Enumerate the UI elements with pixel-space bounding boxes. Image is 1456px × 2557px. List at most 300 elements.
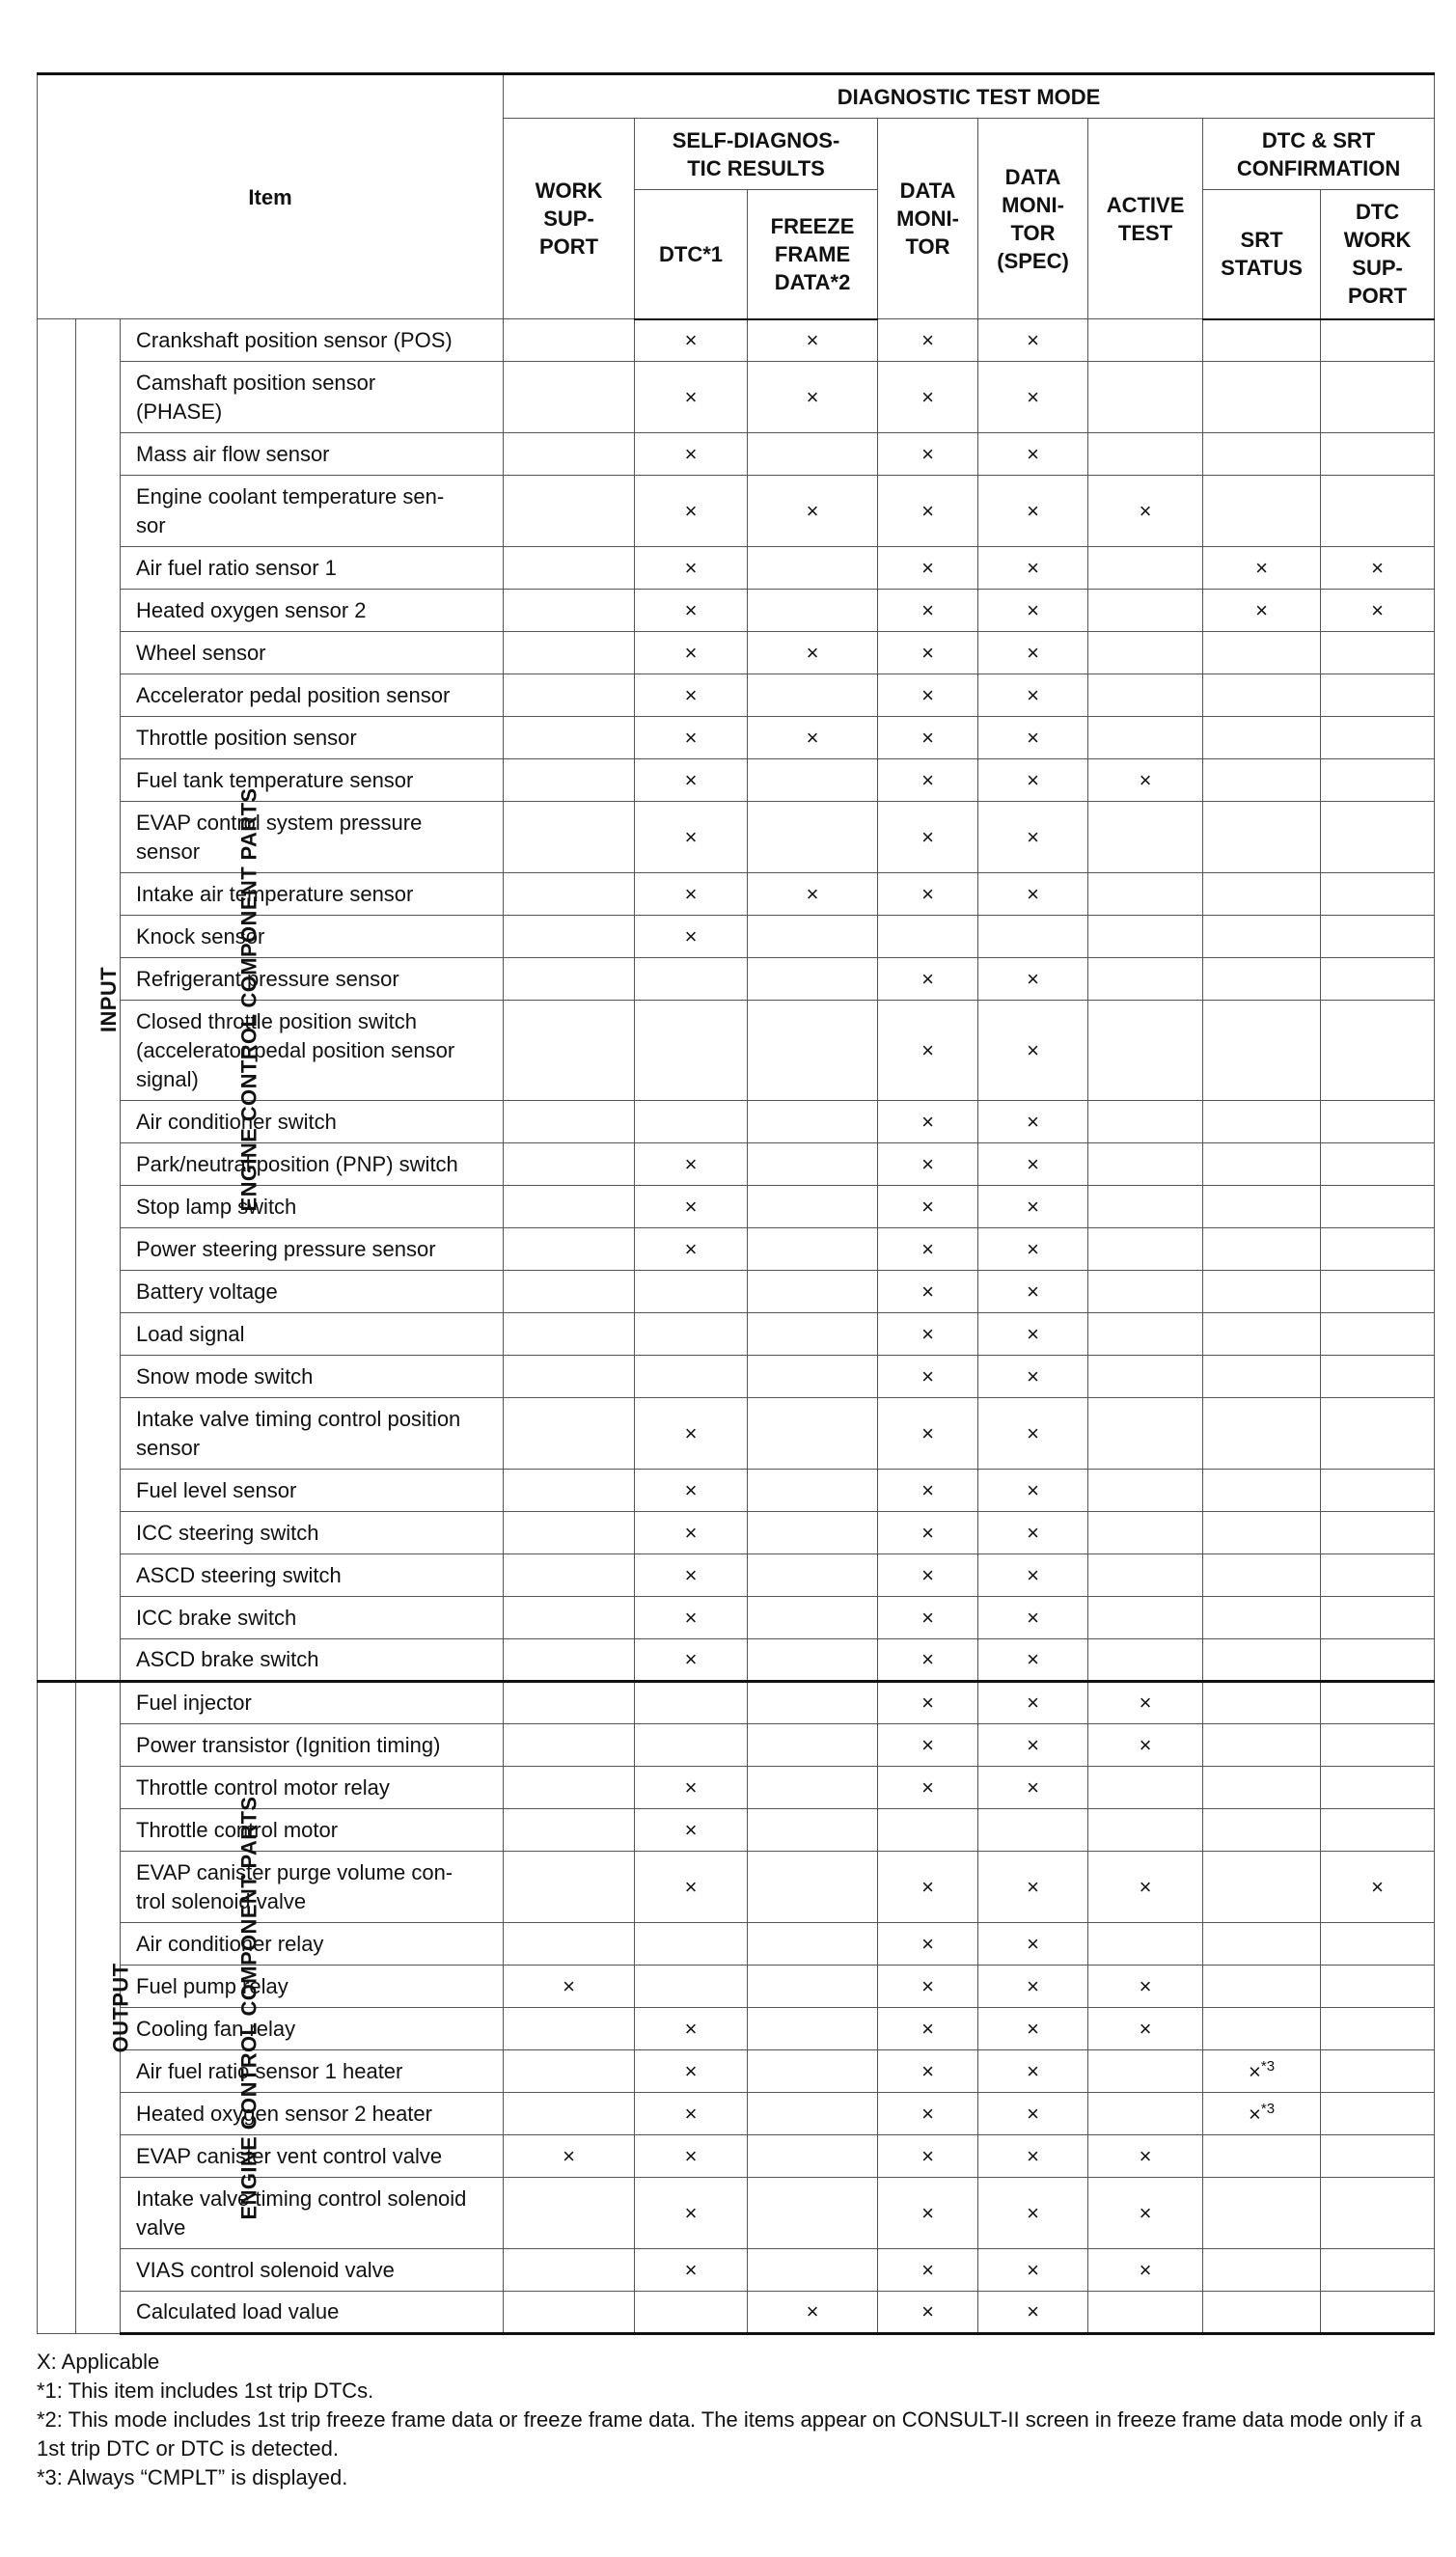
mode-cell: ×	[748, 2292, 878, 2334]
mode-cell: ×	[878, 1313, 978, 1356]
mode-cell: ×	[978, 1470, 1088, 1512]
mode-cell	[1088, 1639, 1203, 1682]
mode-cell: ×	[978, 1767, 1088, 1809]
item-cell: Mass air flow sensor	[121, 433, 504, 476]
mode-cell	[748, 1356, 878, 1398]
mode-cell	[748, 802, 878, 873]
mode-cell	[1088, 2050, 1203, 2093]
mode-cell: ×	[978, 1966, 1088, 2008]
mode-cell: ×	[978, 1313, 1088, 1356]
table-row	[38, 1313, 1435, 1356]
mode-cell	[1088, 1923, 1203, 1966]
mode-cell: ×	[635, 1639, 748, 1682]
mode-cell	[1321, 632, 1435, 674]
mode-cell: ×	[748, 362, 878, 433]
mode-cell	[504, 1356, 635, 1398]
mode-cell: ×	[878, 1597, 978, 1639]
mode-cell	[748, 1470, 878, 1512]
mode-cell	[748, 1767, 878, 1809]
mode-cell: ×	[878, 1271, 978, 1313]
mode-cell: ×	[878, 1682, 978, 1724]
mode-cell	[504, 2249, 635, 2292]
mode-cell	[1203, 1356, 1321, 1398]
mode-cell	[1321, 476, 1435, 547]
mode-cell: ×	[635, 916, 748, 958]
item-cell: Fuel level sensor	[121, 1470, 504, 1512]
mode-cell	[748, 674, 878, 717]
mode-cell: ×	[504, 2135, 635, 2178]
mode-cell: ×	[878, 1724, 978, 1767]
mode-cell	[504, 674, 635, 717]
mode-cell: ×	[978, 433, 1088, 476]
mode-cell	[1321, 1724, 1435, 1767]
mode-cell	[1203, 476, 1321, 547]
work-support-header: WORK SUP- PORT	[504, 119, 635, 319]
mode-cell	[635, 1966, 748, 2008]
mode-cell: ×	[878, 433, 978, 476]
table-row	[38, 433, 1435, 476]
mode-cell: ×	[878, 2178, 978, 2249]
mode-cell	[504, 547, 635, 590]
mode-cell: ×$^{*3}$	[1203, 2050, 1321, 2093]
mode-cell: ×	[878, 1186, 978, 1228]
mode-cell: ×	[978, 1228, 1088, 1271]
mode-cell	[635, 1101, 748, 1143]
mode-cell	[1088, 1767, 1203, 1809]
mode-cell: ×	[978, 2093, 1088, 2135]
mode-cell	[1321, 1966, 1435, 2008]
item-cell: Air fuel ratio sensor 1	[121, 547, 504, 590]
mode-cell	[748, 916, 878, 958]
mode-cell	[504, 958, 635, 1001]
data-monitor-header: DATA MONI- TOR	[878, 119, 978, 319]
mode-cell	[635, 2292, 748, 2334]
mode-cell	[748, 1554, 878, 1597]
mode-cell	[1203, 1554, 1321, 1597]
subgroup-label: INPUT	[76, 319, 121, 1682]
item-cell: Power steering pressure sensor	[121, 1228, 504, 1271]
mode-cell	[1203, 2178, 1321, 2249]
mode-cell	[1321, 916, 1435, 958]
item-cell: VIAS control solenoid valve	[121, 2249, 504, 2292]
mode-cell	[1203, 674, 1321, 717]
item-cell: Intake air temperature sensor	[121, 873, 504, 916]
mode-cell: ×	[978, 1724, 1088, 1767]
item-cell: Load signal	[121, 1313, 504, 1356]
mode-cell: ×	[878, 1966, 978, 2008]
mode-cell	[1088, 958, 1203, 1001]
mode-cell: ×	[878, 1767, 978, 1809]
mode-cell: ×	[878, 1398, 978, 1470]
mode-cell	[1203, 433, 1321, 476]
item-cell: Fuel injector	[121, 1682, 504, 1724]
mode-cell	[504, 1470, 635, 1512]
table-row	[38, 1512, 1435, 1554]
mode-cell	[748, 958, 878, 1001]
mode-cell: ×	[978, 476, 1088, 547]
mode-cell: ×	[878, 1639, 978, 1682]
mode-cell	[504, 1767, 635, 1809]
mode-cell: ×	[878, 1356, 978, 1398]
group-label: ENGINE CONTROL COMPONENT PARTS	[38, 319, 76, 1682]
mode-cell: ×	[1088, 1966, 1203, 2008]
mode-cell	[748, 1313, 878, 1356]
item-cell: ICC brake switch	[121, 1597, 504, 1639]
mode-cell	[1088, 1597, 1203, 1639]
mode-cell	[1088, 1470, 1203, 1512]
mode-cell	[1088, 632, 1203, 674]
mode-cell	[1203, 1398, 1321, 1470]
item-cell: Snow mode switch	[121, 1356, 504, 1398]
mode-cell	[748, 1186, 878, 1228]
mode-cell: ×	[878, 632, 978, 674]
mode-cell	[748, 547, 878, 590]
mode-cell: ×	[978, 1639, 1088, 1682]
item-cell: Power transistor (Ignition timing)	[121, 1724, 504, 1767]
footnotes	[37, 2348, 1426, 2492]
mode-cell	[1321, 1186, 1435, 1228]
mode-cell	[1321, 873, 1435, 916]
mode-cell	[1203, 1809, 1321, 1852]
table-row	[38, 1356, 1435, 1398]
mode-cell	[1203, 759, 1321, 802]
mode-cell: ×	[1203, 547, 1321, 590]
mode-cell	[1321, 2249, 1435, 2292]
mode-cell	[1088, 362, 1203, 433]
item-cell: Intake valve timing control position sensor	[121, 1398, 504, 1470]
mode-cell	[504, 2292, 635, 2334]
mode-cell: ×	[635, 674, 748, 717]
table-row	[38, 590, 1435, 632]
mode-cell: ×	[978, 1597, 1088, 1639]
mode-cell	[1088, 2093, 1203, 2135]
mode-cell	[1203, 2135, 1321, 2178]
item-cell: Knock sensor	[121, 916, 504, 958]
mode-cell	[748, 1966, 878, 2008]
item-cell: Throttle control motor	[121, 1809, 504, 1852]
mode-cell	[1088, 916, 1203, 958]
mode-cell	[748, 1682, 878, 1724]
mode-cell: ×	[978, 958, 1088, 1001]
active-test-header: ACTIVE TEST	[1088, 119, 1203, 319]
mode-cell	[635, 1001, 748, 1101]
mode-cell: ×	[635, 2008, 748, 2050]
mode-cell	[1321, 802, 1435, 873]
mode-cell	[978, 1809, 1088, 1852]
table-row	[38, 547, 1435, 590]
mode-cell	[504, 590, 635, 632]
mode-cell	[1203, 717, 1321, 759]
mode-cell: ×	[978, 1852, 1088, 1923]
mode-cell	[504, 2093, 635, 2135]
mode-cell	[1321, 1597, 1435, 1639]
mode-cell	[748, 1398, 878, 1470]
mode-cell: ×	[978, 319, 1088, 362]
mode-cell	[1088, 433, 1203, 476]
mode-cell	[1321, 1809, 1435, 1852]
mode-cell	[748, 2008, 878, 2050]
mode-cell: ×	[635, 2178, 748, 2249]
mode-cell	[1203, 1470, 1321, 1512]
item-cell: Crankshaft position sensor (POS)	[121, 319, 504, 362]
mode-cell	[1203, 1228, 1321, 1271]
mode-cell	[504, 717, 635, 759]
mode-cell	[1321, 1554, 1435, 1597]
mode-cell: ×	[978, 802, 1088, 873]
mode-cell: ×	[748, 632, 878, 674]
mode-cell: ×	[1088, 1724, 1203, 1767]
mode-cell: ×	[978, 873, 1088, 916]
mode-cell	[1088, 1554, 1203, 1597]
item-cell: Cooling fan relay	[121, 2008, 504, 2050]
mode-cell: ×	[635, 1597, 748, 1639]
mode-cell: ×	[1321, 1852, 1435, 1923]
mode-cell	[1203, 1597, 1321, 1639]
mode-cell: ×	[978, 1682, 1088, 1724]
mode-cell	[504, 802, 635, 873]
mode-cell: ×	[1088, 476, 1203, 547]
mode-cell	[1321, 1767, 1435, 1809]
mode-cell	[504, 1724, 635, 1767]
mode-cell: ×	[978, 547, 1088, 590]
mode-cell: ×	[635, 1398, 748, 1470]
mode-cell	[504, 319, 635, 362]
mode-cell: ×	[1088, 2008, 1203, 2050]
item-header: Item	[38, 74, 504, 319]
mode-cell: ×	[878, 802, 978, 873]
mode-cell	[1321, 1639, 1435, 1682]
mode-cell	[504, 1512, 635, 1554]
mode-cell	[1321, 1313, 1435, 1356]
mode-cell	[1203, 916, 1321, 958]
mode-cell	[1321, 1923, 1435, 1966]
mode-cell: ×	[1088, 2178, 1203, 2249]
mode-cell: ×	[878, 2008, 978, 2050]
mode-cell: ×	[978, 362, 1088, 433]
mode-cell	[1203, 1639, 1321, 1682]
table-row	[38, 1724, 1435, 1767]
mode-cell	[878, 1809, 978, 1852]
mode-cell	[1088, 2292, 1203, 2334]
mode-cell: ×	[978, 674, 1088, 717]
mode-cell: ×	[1088, 2249, 1203, 2292]
mode-cell	[1321, 2093, 1435, 2135]
mode-cell	[748, 1852, 878, 1923]
mode-cell	[504, 1313, 635, 1356]
mode-cell	[504, 1271, 635, 1313]
mode-cell: ×	[635, 590, 748, 632]
item-cell: Camshaft position sensor (PHASE)	[121, 362, 504, 433]
mode-cell: ×	[878, 2249, 978, 2292]
mode-cell	[748, 2050, 878, 2093]
mode-cell	[504, 2178, 635, 2249]
subgroup-label: OUTPUT	[76, 1682, 121, 2334]
mode-cell	[748, 1101, 878, 1143]
mode-cell	[1321, 2135, 1435, 2178]
mode-cell	[1203, 1923, 1321, 1966]
mode-cell: ×	[635, 1809, 748, 1852]
mode-cell	[504, 1852, 635, 1923]
mode-cell	[1203, 873, 1321, 916]
mode-cell	[1321, 319, 1435, 362]
mode-cell: ×	[878, 319, 978, 362]
table-row	[38, 1228, 1435, 1271]
mode-cell	[1203, 1682, 1321, 1724]
table-row	[38, 1398, 1435, 1470]
mode-cell	[1321, 1143, 1435, 1186]
mode-cell	[1203, 1512, 1321, 1554]
mode-cell: ×	[748, 717, 878, 759]
mode-cell: ×	[978, 2178, 1088, 2249]
mode-cell	[748, 433, 878, 476]
mode-cell	[1321, 1001, 1435, 1101]
mode-cell: ×	[635, 1186, 748, 1228]
mode-cell: ×	[878, 717, 978, 759]
mode-cell: ×	[978, 590, 1088, 632]
item-cell: ICC steering switch	[121, 1512, 504, 1554]
mode-cell	[978, 916, 1088, 958]
mode-cell: ×	[1088, 759, 1203, 802]
mode-cell: ×	[1088, 2135, 1203, 2178]
mode-cell	[1088, 1809, 1203, 1852]
mode-cell	[504, 2008, 635, 2050]
mode-cell	[1321, 1470, 1435, 1512]
mode-cell	[748, 2135, 878, 2178]
table-row	[38, 1597, 1435, 1639]
mode-cell: ×	[1088, 1682, 1203, 1724]
mode-cell	[504, 1597, 635, 1639]
mode-cell: ×	[878, 2292, 978, 2334]
mode-cell	[1203, 1143, 1321, 1186]
mode-cell: ×	[878, 1143, 978, 1186]
mode-cell	[504, 476, 635, 547]
mode-cell	[1321, 759, 1435, 802]
mode-cell	[1203, 1966, 1321, 2008]
mode-cell: ×	[635, 1554, 748, 1597]
mode-cell	[1321, 1512, 1435, 1554]
mode-cell: ×	[504, 1966, 635, 2008]
table-row	[38, 2249, 1435, 2292]
mode-cell	[504, 632, 635, 674]
mode-cell: ×	[635, 632, 748, 674]
table-row	[38, 1682, 1435, 1724]
mode-cell: ×	[635, 1852, 748, 1923]
mode-cell: ×	[978, 1398, 1088, 1470]
mode-cell	[1088, 590, 1203, 632]
mode-cell: ×	[1088, 1852, 1203, 1923]
mode-cell: ×	[635, 802, 748, 873]
mode-cell	[635, 958, 748, 1001]
mode-cell: ×	[635, 2135, 748, 2178]
mode-cell	[504, 873, 635, 916]
table-row	[38, 1271, 1435, 1313]
item-cell: EVAP canister purge volume con- trol solenoid valve	[121, 1852, 504, 1923]
mode-cell: ×	[878, 362, 978, 433]
srt-status-header: SRT STATUS	[1203, 190, 1321, 319]
mode-cell	[504, 2050, 635, 2093]
mode-cell	[1321, 1398, 1435, 1470]
mode-cell: ×	[978, 1923, 1088, 1966]
mode-cell	[1203, 1767, 1321, 1809]
table-row	[38, 2292, 1435, 2334]
mode-cell	[635, 1356, 748, 1398]
mode-cell: ×	[878, 759, 978, 802]
mode-cell	[1321, 1101, 1435, 1143]
item-cell: Calculated load value	[121, 2292, 504, 2334]
mode-cell	[1088, 873, 1203, 916]
mode-cell	[1203, 319, 1321, 362]
mode-cell	[1088, 1001, 1203, 1101]
mode-cell: ×	[978, 1512, 1088, 1554]
mode-cell	[748, 2249, 878, 2292]
mode-cell: ×	[878, 2093, 978, 2135]
dtc-work-support-header: DTC WORK SUP- PORT	[1321, 190, 1435, 319]
item-cell: Heated oxygen sensor 2	[121, 590, 504, 632]
mode-cell: ×	[978, 632, 1088, 674]
mode-cell	[1088, 319, 1203, 362]
mode-cell: ×	[878, 2050, 978, 2093]
mode-cell: ×	[748, 319, 878, 362]
mode-cell	[1321, 1682, 1435, 1724]
mode-cell	[1321, 674, 1435, 717]
table-row	[38, 476, 1435, 547]
mode-cell: ×	[635, 547, 748, 590]
mode-cell: ×	[635, 2050, 748, 2093]
mode-cell	[1203, 632, 1321, 674]
mode-cell	[1203, 958, 1321, 1001]
mode-cell: ×	[978, 1143, 1088, 1186]
mode-cell	[1088, 1398, 1203, 1470]
mode-cell	[1203, 802, 1321, 873]
mode-cell: ×	[978, 2135, 1088, 2178]
mode-cell: ×	[635, 759, 748, 802]
item-cell: Heated oxygen sensor 2 heater	[121, 2093, 504, 2135]
mode-cell: ×	[1321, 547, 1435, 590]
mode-cell	[635, 1682, 748, 1724]
mode-cell	[504, 1682, 635, 1724]
mode-cell: ×	[635, 1470, 748, 1512]
mode-cell: ×	[635, 362, 748, 433]
mode-cell	[748, 1809, 878, 1852]
mode-cell	[635, 1271, 748, 1313]
item-cell: Accelerator pedal position sensor	[121, 674, 504, 717]
mode-cell	[1203, 1186, 1321, 1228]
mode-cell	[1088, 1228, 1203, 1271]
mode-cell	[1088, 1143, 1203, 1186]
mode-cell	[748, 1639, 878, 1682]
item-cell: Intake valve timing control solenoid valve	[121, 2178, 504, 2249]
mode-cell: ×	[878, 873, 978, 916]
mode-cell: ×$^{*3}$	[1203, 2093, 1321, 2135]
mode-cell	[1203, 1271, 1321, 1313]
mode-cell: ×	[635, 873, 748, 916]
mode-cell	[1321, 2292, 1435, 2334]
mode-cell	[1321, 2178, 1435, 2249]
mode-cell: ×	[878, 1470, 978, 1512]
mode-cell: ×	[878, 547, 978, 590]
mode-cell: ×	[635, 2249, 748, 2292]
mode-cell: ×	[878, 1852, 978, 1923]
mode-cell: ×	[978, 2008, 1088, 2050]
item-cell: Fuel tank temperature sensor	[121, 759, 504, 802]
mode-cell	[1088, 1271, 1203, 1313]
mode-cell: ×	[878, 958, 978, 1001]
mode-cell	[504, 1001, 635, 1101]
mode-cell: ×	[878, 1101, 978, 1143]
table-row	[38, 362, 1435, 433]
item-cell: Stop lamp switch	[121, 1186, 504, 1228]
mode-cell	[1203, 1001, 1321, 1101]
